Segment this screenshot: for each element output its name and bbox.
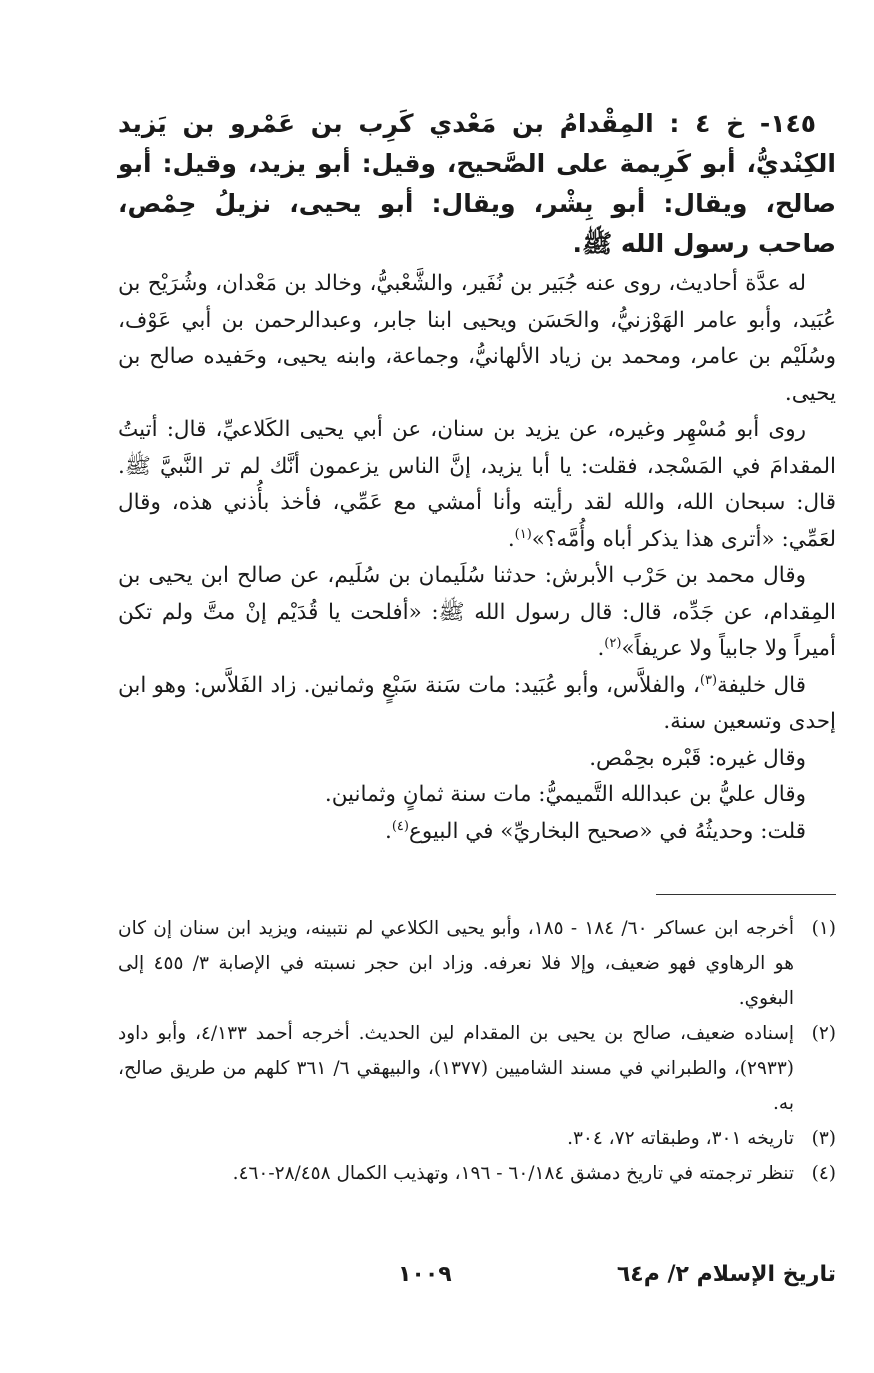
paragraph-tail: . (385, 818, 392, 844)
paragraph-text: وقال غيره: قَبْره بحِمْص. (589, 745, 806, 771)
footnote-ref: (٢) (604, 635, 622, 651)
footnote-number: (١) (811, 918, 836, 939)
paragraph (118, 412, 836, 558)
footnote-number: (٤) (811, 1163, 836, 1184)
footnote-item (118, 1156, 836, 1191)
footnote-item (118, 911, 836, 1016)
paragraph (118, 741, 836, 778)
paragraph (118, 777, 836, 814)
footnote-text: تاريخه ٣٠١، وطبقاته ٧٢، ٣٠٤. (567, 1128, 794, 1149)
footnote-number: (٣) (811, 1128, 836, 1149)
running-title: تاريخ الإسلام ٢/ م٦٤ (616, 1262, 836, 1287)
footnote-ref: (٣) (699, 672, 718, 688)
footnote-ref: (١) (514, 526, 532, 542)
paragraph-tail: . (597, 636, 605, 661)
paragraph-text: وقال محمد بن حَرْب الأبرش: حدثنا سُلَيمان بن سُلَيم، عن صالح ابن يحيى بن المِقدام، عن جَدِّه، قال: قال رسول الله ﷺ: «أفلحت يا قُدَيْم إنْ متَّ ولم تكن أميراً ولا جابياً ولا عريفاً» (118, 563, 836, 661)
entry-heading: ١٤٥- خ ٤ : المِقْدامُ بن مَعْدي كَرِب بن عَمْرو بن يَزيد الكِنْديُّ، أبو كَرِيمة على الصَّحيح، وقيل: أبو يزيد، وقيل: أبو صالح، ويقال: أبو بِشْر، ويقال: أبو يحيى، نزيلُ حِمْص، صاحب رسول الله ﷺ. (118, 109, 836, 258)
footnote-text: إسناده ضعيف، صالح بن يحيى بن المقدام لين الحديث. أخرجه أحمد ٤/١٣٣، وأبو داود (٢٩٣٣)، والطبراني في مسند الشاميين (١٣٧٧)، والبيهقي ٦/ ٣٦١ كلهم من طريق صالح، به. (118, 1023, 794, 1114)
paragraph (118, 558, 836, 668)
footnotes (118, 911, 836, 1191)
paragraph (118, 266, 836, 412)
footnote-number: (٢) (811, 1023, 836, 1044)
footnote-item (118, 1016, 836, 1121)
paragraph (118, 814, 836, 851)
footnote-text: تنظر ترجمته في تاريخ دمشق ٦٠/١٨٤ - ١٩٦، وتهذيب الكمال ٢٨/٤٥٨-٤٦٠. (232, 1163, 794, 1184)
page-body (118, 104, 836, 1191)
footnote-divider (656, 894, 836, 895)
paragraph-text: وقال عليُّ بن عبدالله التَّميميُّ: مات سنة ثمانٍ وثمانين. (324, 782, 806, 807)
paragraph-text: له عدَّة أحاديث، روى عنه جُبَير بن نُفَير، والشَّعْبيُّ، وخالد بن مَعْدان، وشُرَيْح بن عُبَيد، وأبو عامر الهَوْزنيُّ، والحَسَن ويحيى ابنا جابر، وعبدالرحمن بن أبي عَوْف، وسُلَيْم بن عامر، ومحمد بن زياد الألهانيُّ، وجماعة، وابنه يحيى، وحَفيده صالح بن يحيى. (118, 271, 836, 406)
footnote-item (118, 1121, 836, 1156)
paragraph (118, 668, 836, 741)
paragraph-tail: . (507, 526, 515, 552)
paragraph-tail: ، والفلاَّس، وأبو عُبَيد: مات سَنة سَبْعٍ وثمانين. زاد الفَلاَّس: وهو ابن إحدى وتسعين سنة. (118, 672, 836, 734)
entry-body (118, 266, 836, 850)
footnote-ref: (٤) (391, 818, 409, 834)
page-number: ١٠٠٩ (398, 1262, 452, 1287)
page-footer (38, 1262, 836, 1302)
paragraph-text: روى أبو مُسْهِر وغيره، عن يزيد بن سنان، عن أبي يحيى الكَلاعيِّ، قال: أتيتُ المقدامَ في المَسْجد، فقلت: يا أبا يزيد، إنَّ الناس يزعمون أنَّك لم تر النَّبيَّ ﷺ. قال: سبحان الله، والله لقد رأيته وأنا أمشي مع عَمِّي، فأخذ بأُذني هذه، وقال لعَمِّي: «أترى هذا يذكر أباه وأُمَّه؟» (118, 417, 836, 552)
paragraph-text: قلت: وحديثُهُ في «صحيح البخاريِّ» في البيوع (408, 818, 806, 844)
footnote-text: أخرجه ابن عساكر ٦٠/ ١٨٤ - ١٨٥، وأبو يحيى الكلاعي لم نتبينه، ويزيد ابن سنان إن كان هو الرهاوي فهو ضعيف، وإلا فلا نعرفه. وزاد ابن حجر نسبته في الإصابة ٣/ ٤٥٥ إلى البغوي. (118, 918, 794, 1009)
paragraph-text: قال خليفة (717, 672, 806, 698)
